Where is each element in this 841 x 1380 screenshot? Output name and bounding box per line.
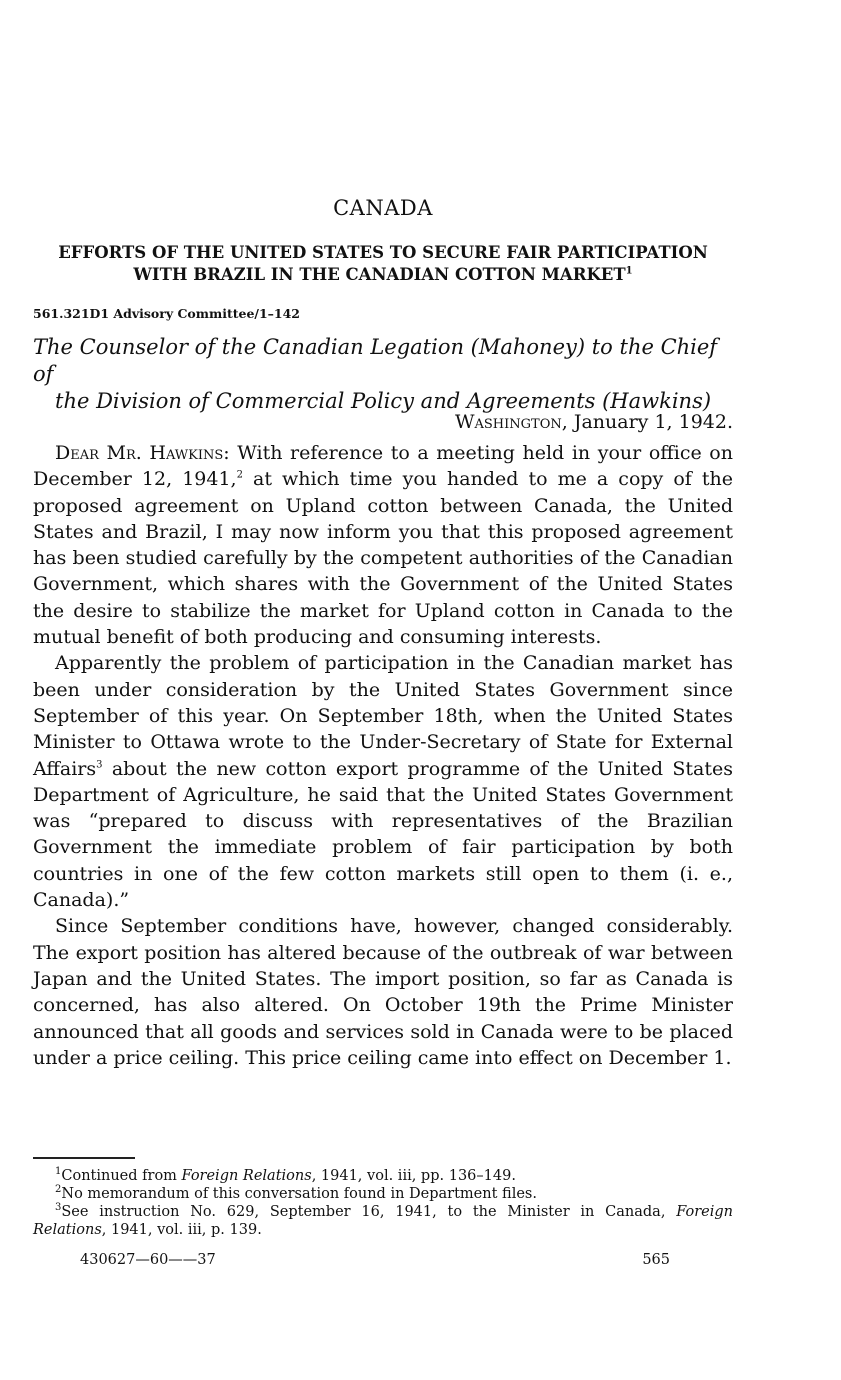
footnote-3 [33, 1203, 733, 1239]
footnote-ref-3: 3 [96, 759, 103, 771]
footnote-text: See instruction No. 629, September 16, 1941, to the Minister in Canada, [61, 1204, 677, 1220]
paragraph-1-text-a: With reference to a meeting held in your office on December 12, 1941, [33, 442, 733, 491]
footnote-2 [33, 1185, 733, 1203]
footnote-ref-2: 2 [236, 469, 243, 481]
footnote-text: , 1941, vol. iii, pp. 136–149. [311, 1168, 516, 1184]
dateline-date: January 1, 1942. [567, 411, 733, 433]
document-heading-line-1: The Counselor of the Canadian Legation (Mahoney) to the Chief of [33, 335, 718, 386]
paragraph-3: Since September conditions have, however, changed considerably. The export position has altered because of the outbreak of war between Japan and the United States. The import position, so far as Canada is concerned, has also altered. On October 19th the Prime Minister announced that all goods and services sold in Canada were to be placed under a price ceiling. This price ceiling came into effect on December 1. [33, 915, 733, 1069]
footnote-source: Foreign Relations [33, 1204, 733, 1238]
dateline-place: Washington, [454, 411, 568, 433]
document-heading-line-2: the Division of Commercial Policy and Agreements (Hawkins) [55, 389, 712, 413]
document-heading [33, 334, 733, 415]
paragraph-2-text-b: about the new cotton export programme of the United States Department of Agriculture, he said that the United States Government was “prepared to discuss with representatives of the Brazilian Government the immediate problem of fair participation by both countries in one of the few cotton markets still open to them (i. e., Canada).” [33, 757, 733, 912]
footnote-text: Continued from [61, 1168, 182, 1184]
footnote-mark: 1 [55, 1166, 62, 1178]
footnote-1 [33, 1167, 733, 1185]
footnote-mark: 3 [55, 1202, 62, 1214]
footnote-text: , 1941, vol. iii, p. 139. [101, 1222, 262, 1238]
print-code: 430627—60——37 [80, 1252, 216, 1268]
dateline [33, 411, 733, 433]
footnote-source: Foreign Relations [181, 1168, 312, 1184]
footnote-text: No memorandum of this conversation found in Department files. [61, 1186, 537, 1202]
footnote-ref-1: 1 [625, 265, 633, 277]
section-title [33, 242, 733, 286]
salutation: Dear Mr. Hawkins: [55, 442, 230, 464]
paragraph-2-text-a: Apparently the problem of participation in the Canadian market has been under consideration by the United States Government since September of this year. On September 18th, when the United States Minister to Ottawa wrote to the Under-Secretary of State for External Affairs [33, 652, 733, 780]
paragraph-1 [33, 440, 733, 650]
country-heading: CANADA [333, 196, 433, 220]
paragraph-1-text-b: at which time you handed to me a copy of the proposed agreement on Upland cotton between Canada, the United States and Brazil, I may now inform you that this proposed agreement has been studied carefully by the competent authorities of the Canadian Government, which shares with the Government of the United States the desire to stabilize the market for Upland cotton in Canada to the mutual benefit of both producing and consuming interests. [33, 468, 733, 649]
section-title-line-2-text: WITH BRAZIL IN THE CANADIAN COTTON MARKET [133, 265, 626, 284]
footnote-mark: 2 [55, 1184, 62, 1196]
footnotes [33, 1167, 733, 1239]
file-number: 561.321D1 Advisory Committee/1–142 [33, 306, 300, 321]
section-title-line-1: EFFORTS OF THE UNITED STATES TO SECURE FAIR PARTICIPATION [58, 243, 708, 262]
section-title-line-2 [33, 264, 733, 286]
page-number: 565 [642, 1252, 670, 1268]
letter-body [33, 440, 733, 1071]
footnote-rule [33, 1157, 135, 1159]
paragraph-2 [33, 650, 733, 913]
